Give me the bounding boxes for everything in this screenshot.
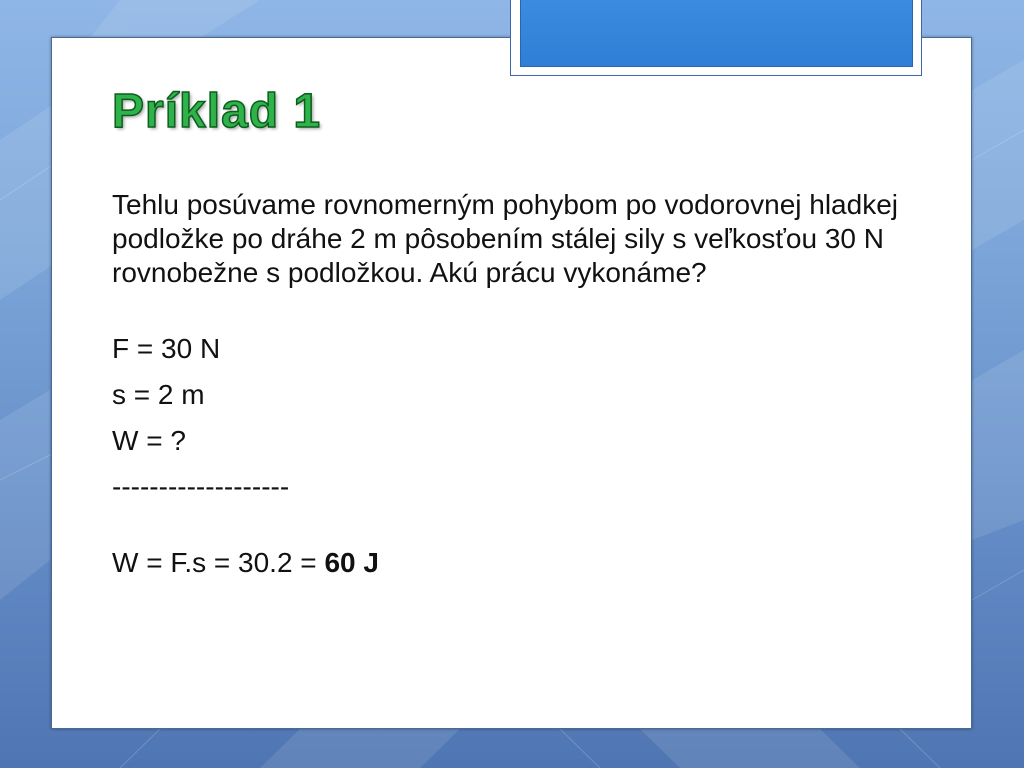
unknown-work: W = ? <box>112 425 186 456</box>
solution-result: 60 J <box>324 547 379 578</box>
given-distance: s = 2 m <box>112 379 205 410</box>
slide-title: Príklad 1 <box>112 85 322 138</box>
problem-text: Tehlu posúvame rovnomerným pohybom po vodorovnej hladkej podložke po dráhe 2 m pôsobením stálej sily s veľkosťou 30 N rovnobežne s podložkou. Akú prácu vykonáme? <box>112 189 898 288</box>
given-force: F = 30 N <box>112 333 221 364</box>
accent-box <box>520 0 913 67</box>
solution-formula: W = F.s = 30.2 = <box>112 547 325 578</box>
slide-content <box>112 188 942 586</box>
spacer <box>112 510 942 540</box>
separator-line: ------------------- <box>112 471 290 502</box>
spacer <box>112 290 942 326</box>
solution-line <box>112 540 942 586</box>
